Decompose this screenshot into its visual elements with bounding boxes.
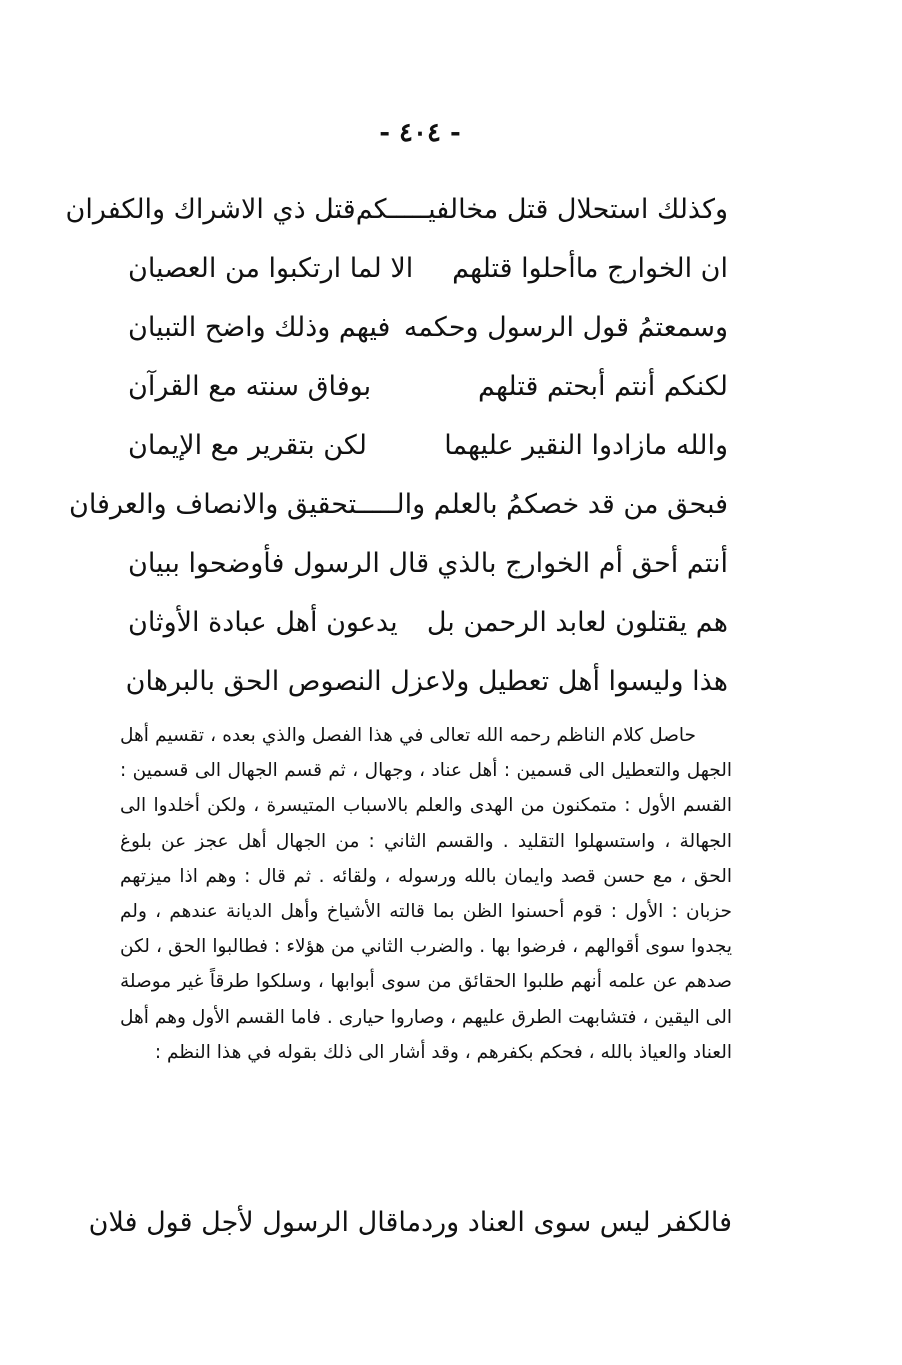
verse-line xyxy=(128,357,728,416)
verse-line xyxy=(128,534,728,593)
verse-second-hemistich: قال الرسول لأجل قول فلان xyxy=(88,1206,399,1238)
verse-line xyxy=(128,298,728,357)
verse-second-hemistich: الا لما ارتكبوا من العصيان xyxy=(128,253,414,284)
commentary-paragraph: حاصل كلام الناظم رحمه الله تعالى في هذا الفصل والذي بعده ، تقسيم أهل الجهل والتعطيل الى قسمين : أهل عناد ، وجهال ، ثم قسم الجهال الى قسمين : القسم الأول : متمكنون من الهدى والعلم بالاسباب المتيسرة ، ولكن أخلدوا الى الجهالة ، واستسهلوا التقليد . والقسم الثاني : من الجهال أهل عجز عن بلوغ الحق ، مع حسن قصد وايمان بالله ورسوله ، ولقائه . ثم قال : وهم اذا ميزتهم حزبان : الأول : قوم أحسنوا الظن بما قالته الأشياخ وأهل الديانة عندهم ، ولم يجدوا سوى أقوالهم ، فرضوا بها . والضرب الثاني من هؤلاء : فطالبوا الحق ، لكن صدهم عن علمه أنهم طلبوا الحقائق من سوى أبوابها ، وسلكوا طرقاً غير موصلة الى اليقين ، فتشابهت الطرق عليهم ، وصاروا حيارى . فاما القسم الأول وهم أهل العناد والعياذ بالله ، فحكم بكفرهم ، وقد أشار الى ذلك بقوله في هذا النظم : xyxy=(120,725,732,1063)
verse-second-hemistich: فيهم وذلك واضح التبيان xyxy=(128,312,391,343)
verse-line xyxy=(128,593,728,652)
verse-second-hemistich: لكن بتقرير مع الإيمان xyxy=(128,430,367,461)
verse-line xyxy=(65,180,728,239)
commentary-text xyxy=(120,718,732,1070)
verse-first-hemistich: والله مازادوا النقير عليهما xyxy=(444,430,728,461)
page-number: - ٤٠٤ - xyxy=(379,118,461,148)
verse-first-hemistich: فبحق من قد خصكمُ بالعلم والـــ xyxy=(372,489,728,520)
verse-first-hemistich: وكذلك استحلال قتل مخالفيـــــكم xyxy=(355,194,728,225)
verse-line xyxy=(128,239,728,298)
verse-second-hemistich: يدعون أهل عبادة الأوثان xyxy=(128,607,398,638)
verse-line xyxy=(125,652,728,711)
verse-first-hemistich: هم يقتلون لعابد الرحمن بل xyxy=(426,607,728,638)
verse-second-hemistich: بوفاق سنته مع القرآن xyxy=(128,371,372,402)
verse-line xyxy=(68,475,728,534)
verse-first-hemistich: لكنكم أنتم أبحتم قتلهم xyxy=(477,371,728,402)
verse-second-hemistich: قتل ذي الاشراك والكفران xyxy=(65,194,356,225)
verse-first-hemistich: وسمعتمُ قول الرسول وحكمه xyxy=(403,312,728,343)
verse-second-hemistich: عزل النصوص الحق بالبرهان xyxy=(125,666,441,697)
verse-first-hemistich: هذا وليسوا أهل تعطيل ولا xyxy=(440,666,728,697)
verse-line xyxy=(128,416,728,475)
poem-verses xyxy=(65,180,728,711)
verse-second-hemistich: قال الرسول فأوضحوا ببيان xyxy=(128,548,430,579)
verse-first-hemistich: أنتم أحق أم الخوارج بالذي xyxy=(437,548,728,579)
verse-first-hemistich: ان الخوارج ماأحلوا قتلهم xyxy=(452,253,728,284)
verse-second-hemistich: ــتحقيق والانصاف والعرفان xyxy=(68,489,373,520)
verse-first-hemistich: فالكفر ليس سوى العناد وردما xyxy=(398,1206,732,1238)
final-verse-line xyxy=(88,1192,732,1252)
